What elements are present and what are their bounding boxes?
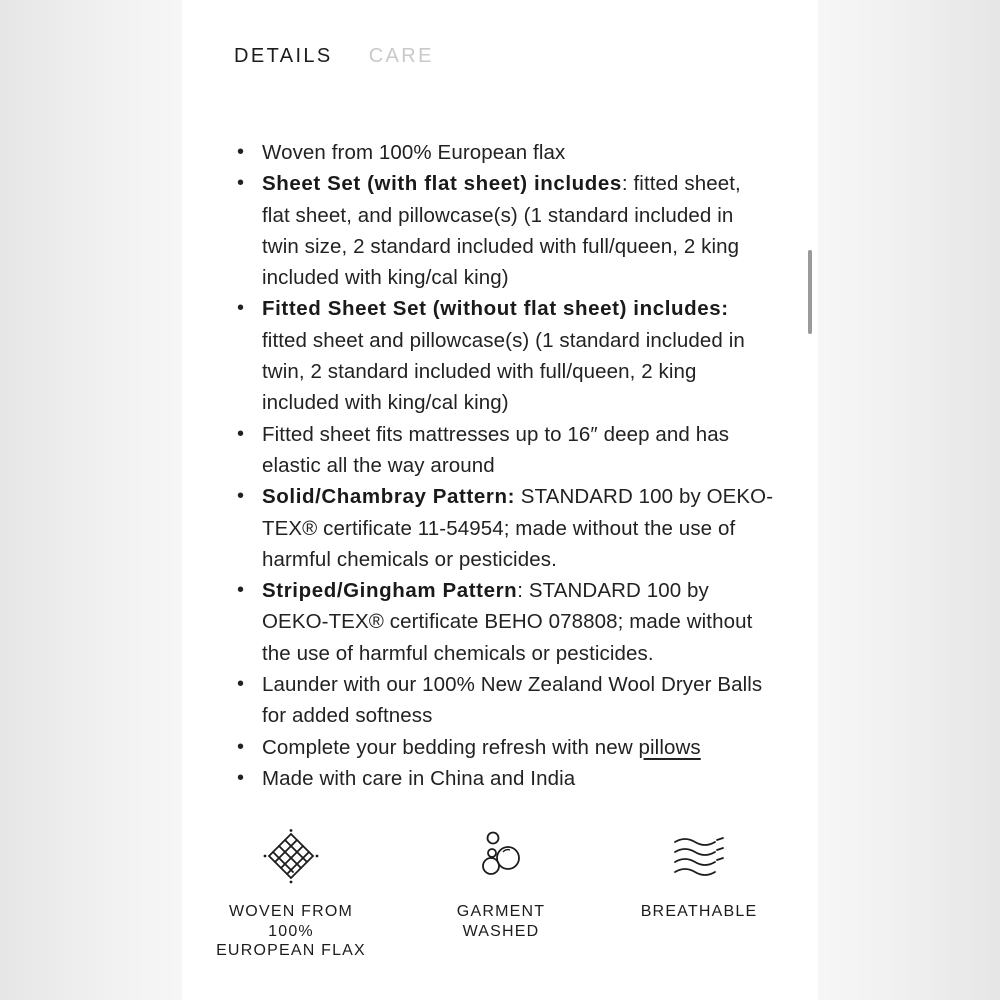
- bullet-icon: •: [237, 579, 245, 602]
- list-item: [234, 732, 774, 763]
- bullet-icon: •: [237, 422, 245, 445]
- details-list: [234, 137, 774, 794]
- bullet-icon: •: [237, 485, 245, 508]
- feature-breathable: [624, 828, 774, 922]
- detail-text: Made with care in China and India: [262, 766, 576, 790]
- bullet-icon: •: [237, 766, 245, 789]
- detail-text: STANDARD 100 by OEKO-TEX® certificate 11-54954; made without the use of harmful chemicals or pesticides.: [262, 485, 774, 571]
- detail-text: Woven from 100% European flax: [262, 141, 566, 164]
- feature-woven: [216, 828, 366, 961]
- detail-heading: Solid/Chambray Pattern:: [262, 485, 516, 509]
- bullet-icon: •: [237, 172, 245, 195]
- feature-icons-row: [216, 828, 776, 988]
- detail-text: : STANDARD 100 by OEKO-TEX® certificate BEHO 078808; made without the use of harmful chemicals or pesticides.: [262, 579, 753, 665]
- detail-heading: Striped/Gingham Pattern: [262, 579, 518, 603]
- waves-icon: [669, 828, 729, 884]
- tab-bar: [234, 44, 434, 68]
- tab-details[interactable]: DETAILS: [234, 45, 333, 67]
- feature-label: GARMENT WASHED: [456, 903, 546, 940]
- list-item: [234, 419, 774, 482]
- list-item: [234, 575, 774, 669]
- list-item: [234, 137, 774, 168]
- product-details-panel: [182, 0, 818, 1000]
- detail-text: Launder with our 100% New Zealand Wool Dryer Balls for added softness: [262, 673, 763, 728]
- bullet-icon: •: [237, 735, 245, 758]
- list-item: [234, 763, 774, 794]
- tab-care[interactable]: CARE: [368, 45, 434, 67]
- bubbles-icon: [471, 828, 531, 884]
- list-item: [234, 293, 774, 418]
- detail-heading: Fitted Sheet Set (without flat sheet) includes:: [262, 297, 729, 321]
- feature-label: WOVEN FROM 100% EUROPEAN FLAX: [216, 903, 366, 959]
- bullet-icon: •: [237, 297, 245, 320]
- pillows-link[interactable]: pillows: [638, 735, 701, 759]
- bullet-icon: •: [237, 141, 245, 163]
- woven-icon: [261, 828, 321, 884]
- detail-text: Complete your bedding refresh with new: [262, 735, 639, 759]
- list-item: [234, 168, 774, 293]
- bullet-icon: •: [237, 673, 245, 696]
- scrollbar-thumb[interactable]: [808, 250, 812, 334]
- detail-text: Fitted sheet fits mattresses up to 16″ deep and has elastic all the way around: [262, 422, 730, 477]
- detail-text: fitted sheet and pillowcase(s) (1 standard included in twin, 2 standard included with full/queen, 2 king included with king/cal king): [262, 328, 745, 415]
- detail-heading: Sheet Set (with flat sheet) includes: [262, 172, 622, 196]
- list-item: [234, 481, 774, 575]
- feature-garment-washed: [426, 828, 576, 941]
- detail-text: : fitted sheet, flat sheet, and pillowcase(s) (1 standard included in twin size, 2 standard included with full/queen, 2 king included with king/cal king): [262, 172, 741, 290]
- list-item: [234, 669, 774, 732]
- feature-label: BREATHABLE: [640, 903, 758, 920]
